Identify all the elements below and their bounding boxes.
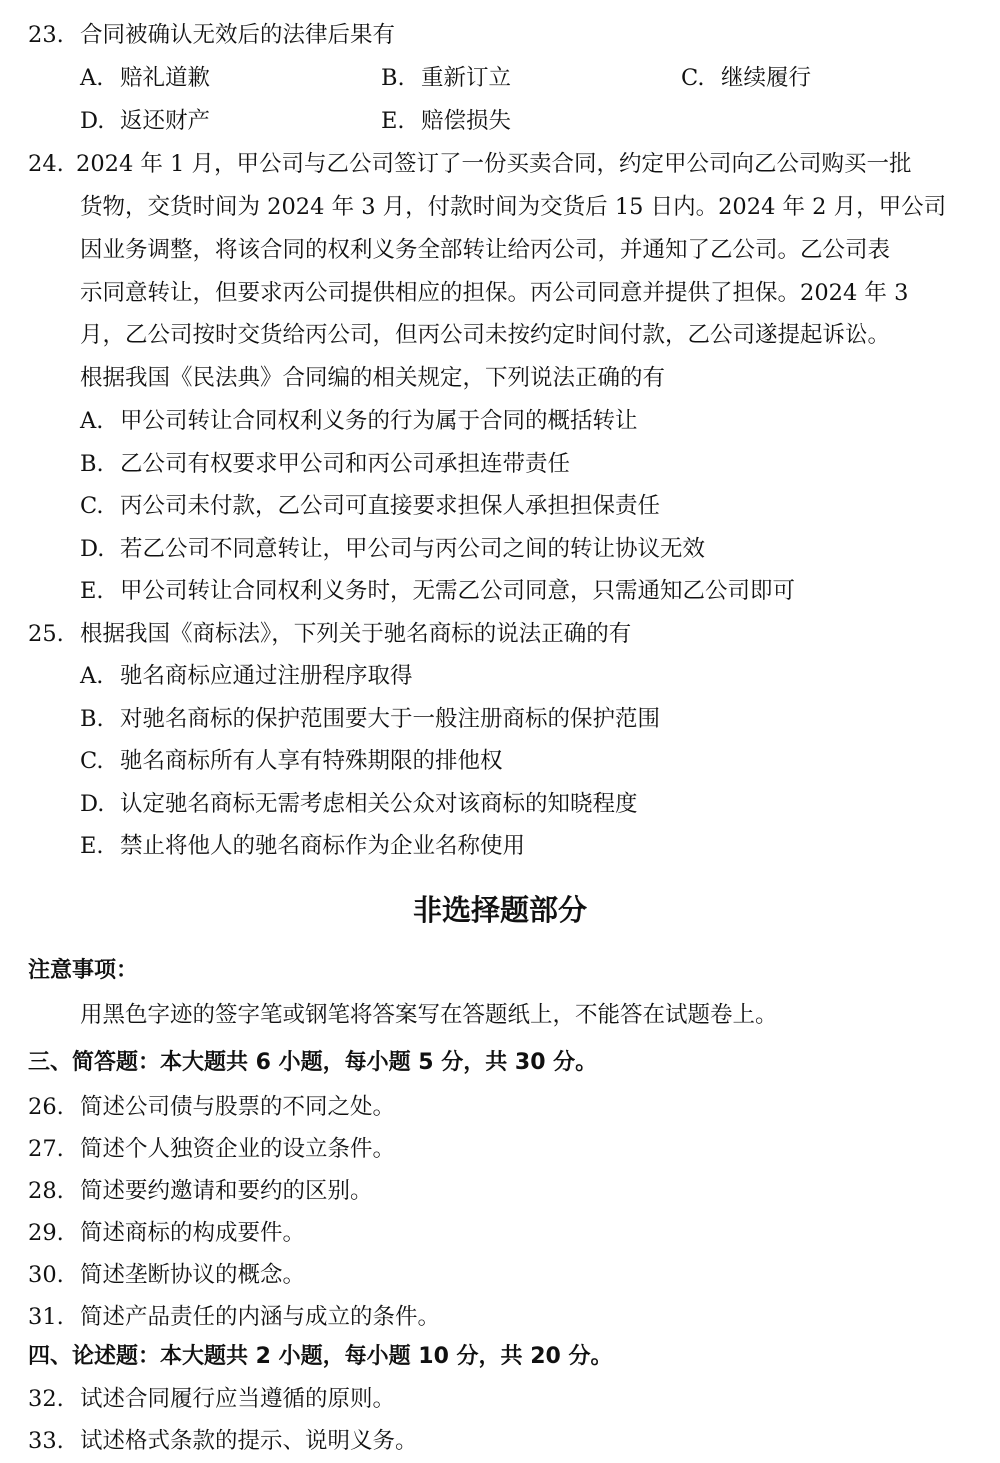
option-23-c: C. 继续履行 [681,65,812,91]
option-25-b: B. 对驰名商标的保护范围要大于一般注册商标的保护范围 [80,706,661,732]
section-title: 非选择题部分 [412,893,587,927]
question-24 [28,151,912,177]
option-23-d: D. 返还财产 [80,108,211,134]
question-text-line-3: 因业务调整，将该合同的权利义务全部转让给丙公司，并通知了乙公司。乙公司表 [80,237,891,263]
question-33: 33. 试述格式条款的提示、说明义务。 [28,1428,418,1454]
part-4-heading: 四、论述题：本大题共 2 小题，每小题 10 分，共 20 分。 [28,1344,613,1369]
question-number: 25. [28,621,64,647]
option-24-c: C. 丙公司未付款，乙公司可直接要求担保人承担担保责任 [80,493,661,519]
question-26: 26. 简述公司债与股票的不同之处。 [28,1094,396,1120]
question-number: 24. [28,151,64,177]
option-24-d: D. 若乙公司不同意转让，甲公司与丙公司之间的转让协议无效 [80,536,706,562]
option-24-e: E. 甲公司转让合同权利义务时，无需乙公司同意，只需通知乙公司即可 [80,578,796,604]
question-text: 根据我国《商标法》，下列关于驰名商标的说法正确的有 [80,621,632,647]
question-32: 32. 试述合同履行应当遵循的原则。 [28,1386,396,1412]
option-25-a: A. 驰名商标应通过注册程序取得 [80,663,413,689]
question-29: 29. 简述商标的构成要件。 [28,1220,306,1246]
option-24-b: B. 乙公司有权要求甲公司和丙公司承担连带责任 [80,451,571,477]
option-25-c: C. 驰名商标所有人享有特殊期限的排他权 [80,748,503,774]
question-30: 30. 简述垄断协议的概念。 [28,1262,306,1288]
question-25 [28,621,632,647]
question-text-line-1: 2024 年 1 月，甲公司与乙公司签订了一份买卖合同，约定甲公司向乙公司购买一批 [76,151,912,177]
option-23-e: E. 赔偿损失 [381,108,512,134]
notice-text: 用黑色字迹的签字笔或钢笔将答案写在答题纸上，不能答在试题卷上。 [80,1002,778,1028]
question-23 [28,22,396,48]
notice-label: 注意事项： [28,958,139,983]
question-31: 31. 简述产品责任的内涵与成立的条件。 [28,1304,441,1330]
part-3-heading: 三、简答题：本大题共 6 小题，每小题 5 分，共 30 分。 [28,1050,598,1075]
question-text-line-5: 月，乙公司按时交货给丙公司，但丙公司未按约定时间付款，乙公司遂提起诉讼。 [80,322,891,348]
question-text: 合同被确认无效后的法律后果有 [80,22,396,48]
option-23-b: B. 重新订立 [381,65,512,91]
question-text-line-6: 根据我国《民法典》合同编的相关规定，下列说法正确的有 [80,365,666,391]
question-text-line-2: 货物，交货时间为 2024 年 3 月，付款时间为交货后 15 日内。2024 年 2 月，甲公司 [80,194,947,220]
option-25-d: D. 认定驰名商标无需考虑相关公众对该商标的知晓程度 [80,791,638,817]
option-25-e: E. 禁止将他人的驰名商标作为企业名称使用 [80,833,526,859]
option-23-a: A. 赔礼道歉 [80,65,211,91]
question-text-line-4: 示同意转让，但要求丙公司提供相应的担保。丙公司同意并提供了担保。2024 年 3 [80,280,909,306]
question-27: 27. 简述个人独资企业的设立条件。 [28,1136,396,1162]
question-28: 28. 简述要约邀请和要约的区别。 [28,1178,373,1204]
question-number: 23. [28,22,64,48]
option-24-a: A. 甲公司转让合同权利义务的行为属于合同的概括转让 [80,408,638,434]
